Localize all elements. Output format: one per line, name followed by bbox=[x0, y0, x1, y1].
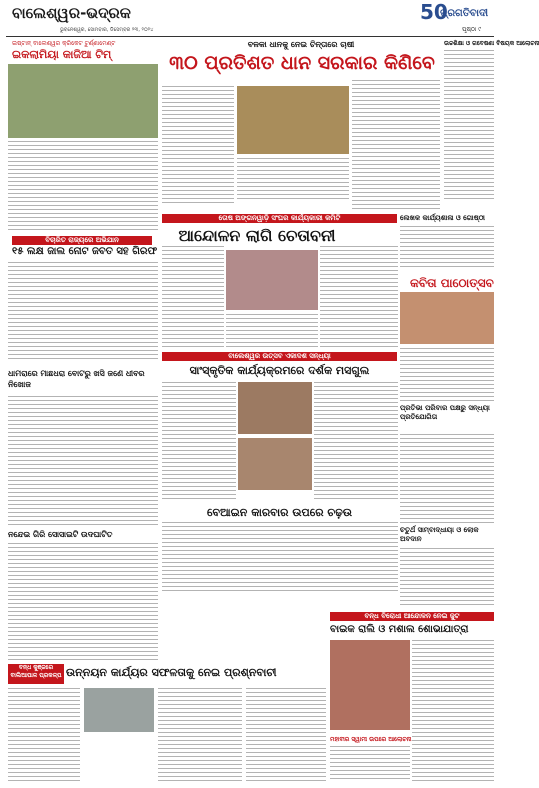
cricket-kicker: ଇଷ୍ଟାନ୍ ବାଲେଶ୍ୱର କ୍ରିକେଟ ଟୁର୍ଣ୍ଣାମେଣ୍ଟ bbox=[12, 40, 116, 47]
poetry-kicker: ଲେଖକ କାର୍ଯ୍ୟଶାଳା ଓ ଗୋଷ୍ଠୀ bbox=[400, 214, 485, 222]
cricket-headline: ଇକଲାମିୟା କାଜିଆ ଟିମ୍ bbox=[12, 48, 112, 61]
rally-photo bbox=[330, 640, 410, 730]
development-body-1 bbox=[8, 688, 80, 782]
fourth-body bbox=[400, 548, 494, 608]
protest-kicker: ତୋଷ ଅଙ୍ଗନୱାଡ଼ି ସଂଘର କାର୍ଯ୍ୟକାରୀ କମିଟି bbox=[162, 214, 397, 223]
cultural-photo-2 bbox=[238, 438, 312, 490]
stone-headline: ଧାମରାରେ ମାଛଧରା ବୋଟରୁ ଖସି ଜଣେ ଧୀବର ନିଖୋଜ bbox=[8, 369, 145, 389]
rally-kicker: ବନ୍ଧ ବିରୋଧୀ ଆନ୍ଦୋଳନ ନେଇ ଜୁଟ bbox=[330, 612, 494, 621]
illegal-headline: ବେଆଇନ କାରବାର ଉପରେ ଚଢ଼ଉ bbox=[206, 506, 353, 519]
cricket-body bbox=[8, 141, 158, 233]
stone-body bbox=[8, 396, 158, 526]
collector-headline: ୧୫ ଲକ୍ଷ ଜାଲ ନୋଟ ଜବତ ସହ ଗିରଫ bbox=[12, 246, 158, 257]
masthead-rule bbox=[6, 36, 494, 37]
sit-body bbox=[8, 543, 158, 661]
date-line: ଭୁବନେଶ୍ୱର, ସୋମବାର, ଡିସେମ୍ବର ୨୩, ୨୦୨୪ bbox=[60, 27, 154, 33]
protest-photo bbox=[226, 250, 318, 310]
poetry-photo bbox=[400, 292, 494, 344]
small-right-headline: ମହାବୀର ସ୍ୱାମୀ ଉପରେ ଆଲୋଚନା bbox=[330, 736, 412, 743]
cultural-kicker: ବାଲେଶ୍ୱର ଉତ୍ସବ ଏକାଦଶ ସନ୍ଧ୍ୟା bbox=[162, 352, 397, 361]
small-right-body bbox=[330, 746, 410, 782]
paddy-headline: ୩୦ ପ୍ରତିଶତ ଧାନ ସରକାର କିଣିବେ bbox=[169, 52, 435, 74]
development-photo bbox=[84, 688, 154, 732]
rally-body bbox=[412, 640, 494, 782]
section-title: ବାଲେଶ୍ୱର-ଭଦ୍ରକ bbox=[12, 4, 131, 22]
paddy-body-left bbox=[162, 86, 234, 206]
dev-box: ବନ୍ଧ କୁଞ୍ଜରେ ବାଲିଆପାଳ ପ୍ରକଳ୍ପ bbox=[8, 664, 64, 684]
masthead bbox=[0, 0, 500, 38]
right-top-body bbox=[444, 50, 494, 202]
brand-logo: ପ୍ରଗତିବାଦୀ bbox=[440, 8, 489, 19]
sit-headline: ନନ୍ଦେଇ ଗିରି ସୋସାଇଟି ଉଦଘାଟିତ bbox=[8, 530, 113, 539]
anniversary-badge: 50 bbox=[420, 0, 448, 24]
protest-body-far bbox=[320, 246, 398, 348]
paddy-body-right bbox=[352, 80, 440, 210]
rally-headline: ବାଇକ ରାଲି ଓ ମଶାଲ ଶୋଭାଯାତ୍ରା bbox=[330, 624, 469, 635]
paddy-kicker: ବଳକା ଧାନକୁ ନେଇ ଚିନ୍ତାରେ ଚାଷୀ bbox=[247, 40, 355, 49]
right-top-headline: ଉଚ୍ଚଶିକ୍ଷା ଓ ଗବେଷଣା ବିଷୟକ ଆଲୋଚନା bbox=[444, 40, 539, 47]
fourth-headline: ଚତୁର୍ଥ ସାମ୍ବାଦ୍ଧାୟା ଓ ଲୋକ ଅବଦାନ bbox=[400, 526, 479, 543]
paddy-banner bbox=[162, 40, 440, 51]
talent-body bbox=[400, 434, 494, 524]
protest-body-left bbox=[162, 246, 224, 348]
cultural-body-2 bbox=[314, 382, 398, 502]
development-headline: ଉନ୍ନୟନ କାର୍ଯ୍ୟର ସଫଳତାକୁ ନେଇ ପ୍ରଶ୍ନବାଚୀ bbox=[66, 666, 277, 679]
cricket-photo bbox=[8, 64, 158, 138]
poetry-headline: କବିତା ପାଠୋତ୍ସବ bbox=[410, 276, 494, 290]
poetry-body bbox=[400, 348, 494, 402]
poetry-body-top bbox=[400, 226, 494, 270]
paddy-photo-caption bbox=[237, 158, 349, 202]
paddy-photo bbox=[237, 86, 349, 154]
cultural-body-1 bbox=[162, 382, 236, 502]
development-body-2 bbox=[158, 688, 242, 782]
collector-body bbox=[8, 262, 158, 362]
protest-body-right bbox=[226, 314, 318, 348]
cultural-headline: ସାଂସ୍କୃତିକ କାର୍ଯ୍ୟକ୍ରମରେ ଦର୍ଶକ ମସଗୁଲ bbox=[189, 364, 370, 377]
talent-headline: ପ୍ରତିଭା ପରିବାର ପକ୍ଷରୁ ସନ୍ଧ୍ୟା ପ୍ରତିଯୋଗିତା bbox=[400, 404, 490, 421]
cultural-photo-1 bbox=[238, 382, 312, 434]
protest-headline: ଆନ୍ଦୋଳନ ଲାଗି ଚେତାବନୀ bbox=[178, 226, 336, 245]
collector-kicker: ବିଚାରିତ ରାଜ୍ୟରେ ଅଭିଯାନ bbox=[12, 236, 152, 245]
illegal-body bbox=[162, 522, 398, 592]
page-number: ପୃଷ୍ଠା ୯ bbox=[462, 26, 482, 33]
development-body-3 bbox=[246, 688, 326, 782]
